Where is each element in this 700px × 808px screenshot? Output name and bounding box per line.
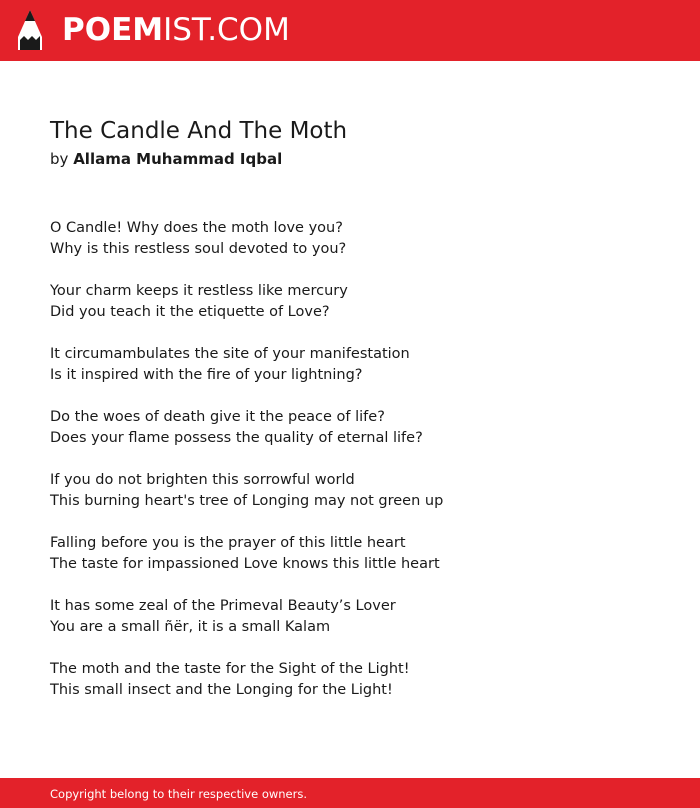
poem-byline — [50, 148, 282, 170]
poem-body — [50, 218, 650, 722]
poem-line: Is it inspired with the fire of your lightning? — [50, 367, 363, 383]
poem-line: This small insect and the Longing for the Light! — [50, 682, 393, 698]
stanza — [50, 344, 650, 386]
stanza — [50, 659, 650, 701]
poem-line: Did you teach it the etiquette of Love? — [50, 304, 330, 320]
poem-line: It circumambulates the site of your manifestation — [50, 346, 410, 362]
brand-logo-text[interactable] — [62, 11, 290, 49]
stanza — [50, 281, 650, 323]
site-footer — [0, 778, 700, 808]
poem-author: Allama Muhammad Iqbal — [73, 150, 283, 168]
poem-title: The Candle And The Moth — [50, 118, 348, 144]
site-header — [0, 0, 700, 61]
poem-line: Why is this restless soul devoted to you? — [50, 241, 347, 257]
poem-line: If you do not brighten this sorrowful world — [50, 472, 355, 488]
pencil-icon[interactable] — [16, 9, 44, 51]
poem-line: The moth and the taste for the Sight of the Light! — [50, 661, 410, 677]
copyright-text: Copyright belong to their respective owners. — [50, 787, 308, 801]
stanza — [50, 596, 650, 638]
by-label: by — [50, 150, 69, 168]
poem-line: Does your flame possess the quality of eternal life? — [50, 430, 423, 446]
poem-line: This burning heart's tree of Longing may not green up — [50, 493, 444, 509]
stanza — [50, 407, 650, 449]
brand-light: IST.COM — [163, 12, 290, 48]
stanza — [50, 470, 650, 512]
poem-line: Do the woes of death give it the peace of life? — [50, 409, 385, 425]
poem-line: It has some zeal of the Primeval Beauty’s Lover — [50, 598, 396, 614]
stanza — [50, 533, 650, 575]
poem-line: The taste for impassioned Love knows this little heart — [50, 556, 440, 572]
stanza — [50, 218, 650, 260]
poem-line: Your charm keeps it restless like mercury — [50, 283, 348, 299]
brand-bold: POEM — [62, 12, 164, 48]
poem-line: You are a small ñër, it is a small Kalam — [50, 619, 331, 635]
poem-line: O Candle! Why does the moth love you? — [50, 220, 343, 236]
poem-line: Falling before you is the prayer of this little heart — [50, 535, 406, 551]
